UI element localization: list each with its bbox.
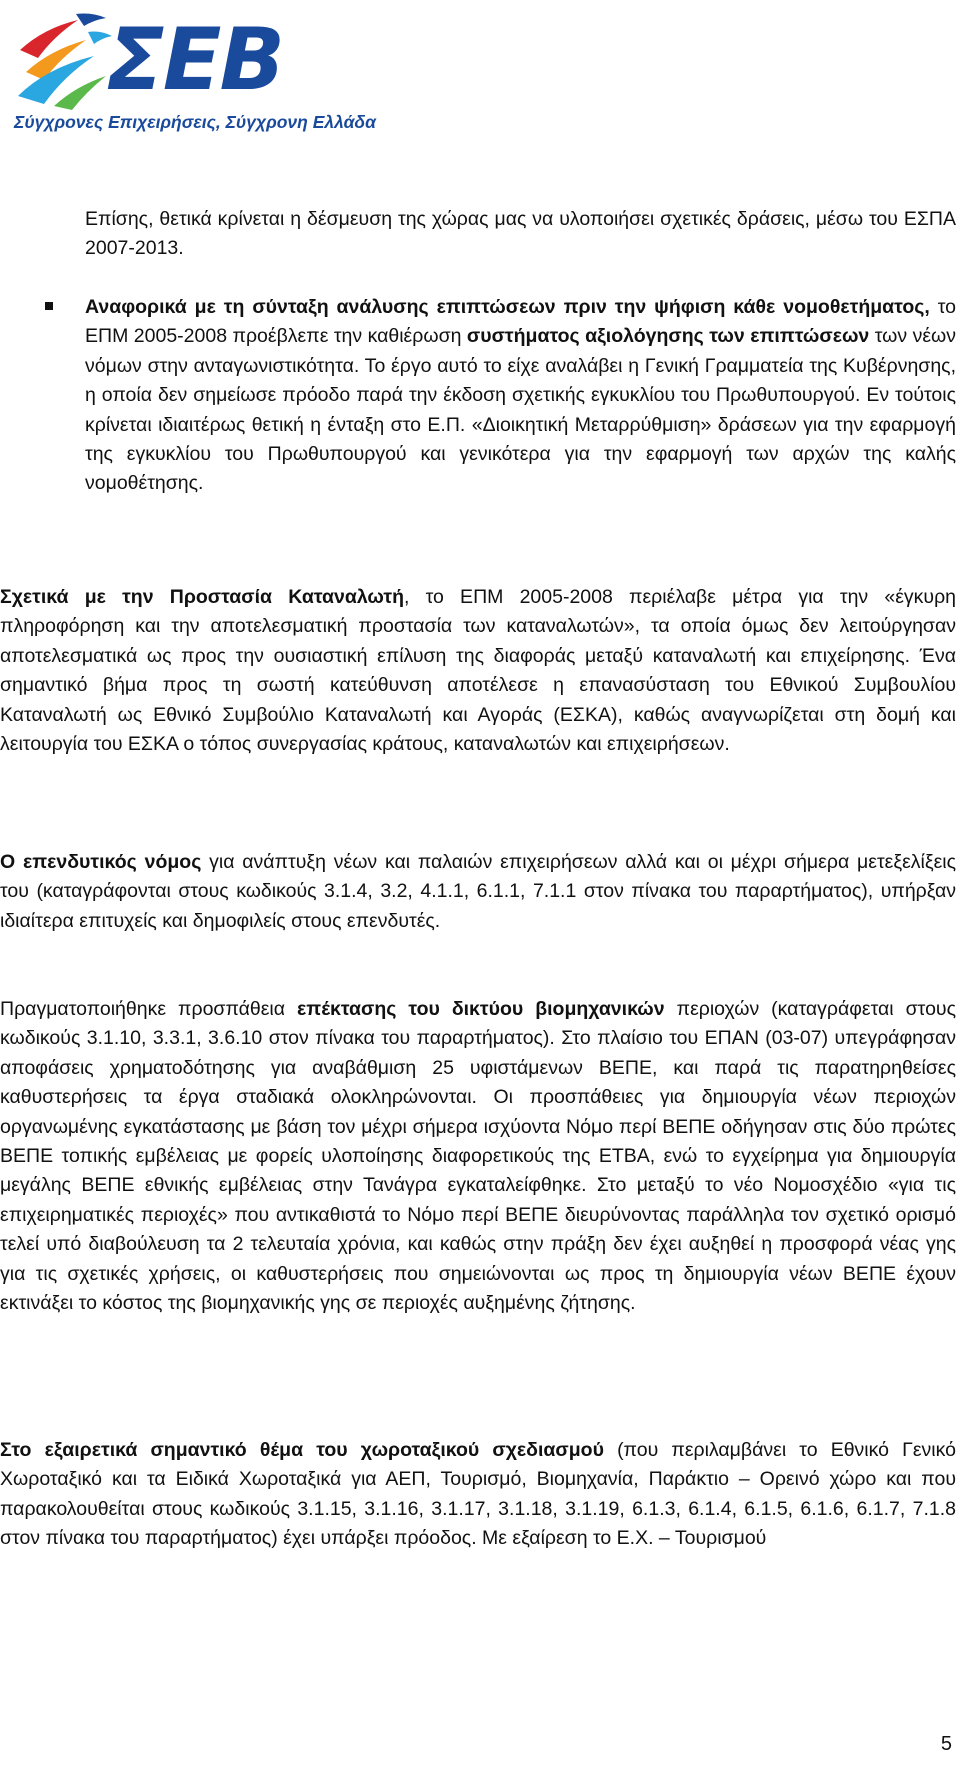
bold-impact-analysis: Αναφορικά με τη σύνταξη ανάλυσης επιπτώσεων πριν την ψήφιση κάθε νομοθετήματος, — [85, 296, 930, 318]
paragraph-industrial-areas — [0, 995, 956, 1318]
paragraph-investment-law — [0, 848, 956, 936]
text-industrial-0: Πραγματοποιήθηκε προσπάθεια — [0, 998, 298, 1020]
bold-evaluation-system: συστήματος αξιολόγησης των επιπτώσεων — [466, 325, 870, 348]
text-spatial-planning: (που περιλαμβάνει το Εθνικό Γενικό Χωροταξικό και τα Ειδικά Χωροταξικά για ΑΕΠ, Τουρισμό, Βιομηχανία, Παράκτιο – Ορεινό χώρο και που παρακολουθείται στους κωδικούς 3.1.15, 3.1.16, 3.1.17, 3.1.18, 3.1.19, 6.1.3, 6.1.4, 6.1.5, 6.1.6, 6.1.7, 7.1.8 στον πίνακα του παραρτήματος) έχει υπάρξει πρόοδος. Με εξαίρεση το Ε.Χ. – Τουρισμού — [0, 1439, 956, 1550]
bold-industrial-network: επέκτασης του δικτύου βιομηχανικών — [297, 998, 665, 1020]
text-industrial-1: περιοχών (καταγράφεται στους κωδικούς 3.1.10, 3.3.1, 3.6.10 στον πίνακα του παραρτήματος). Στο πλαίσιο του ΕΠΑΝ (03-07) υπεγράφησαν αποφάσεις χρηματοδότησης για αναβάθμιση 25 υφιστάμενων ΒΕΠΕ, και παρά τις παρατηρηθείσες καθυστερήσεις τα έργα σταδιακά ολοκληρώνονται. Οι προσπάθειες για δημιουργία νέων περιοχών οργανωμένης εγκατάστασης με βάση τον μέχρι σήμερα ισχύοντα Νόμο περί ΒΕΠΕ οδήγησαν στις δύο πρώτες ΒΕΠΕ τοπικής εμβέλειας με φορείς υλοποίησης διαφορετικούς της ΕΤΒΑ, ενώ το εγχείρημα για δημιουργία μεγάλης ΒΕΠΕ εθνικής εμβέλειας στην Τανάγρα εγκαταλείφθηκε. Στο μεταξύ το νέο Νομοσχέδιο «για τις επιχειρηματικές περιοχές» που αντικαθιστά το Νόμο περί ΒΕΠΕ διευρύνοντας παράλληλα τον σχετικό ορισμό τελεί υπό διαβούλευση τα 2 τελευταία χρόνια, και καθώς στην πράξη δεν έχει αυξηθεί η προσφορά νέας γης για τις σχετικές χρήσεις, οι καθυστερήσεις που σημειώνονται ως προς τη δημιουργία νέων ΒΕΠΕ έχουν εκτινάξει το κόστος της βιομηχανικής γης σε περιοχές αυξημένης ζήτησης. — [0, 998, 956, 1315]
logo-tagline: Σύγχρονες Επιχειρήσεις, Σύγχρονη Ελλάδα — [14, 112, 376, 132]
bullet-marker — [45, 302, 53, 310]
paragraph-spatial-planning — [0, 1436, 956, 1554]
text-impact-1: το ΕΠΜ 2005-2008 προέβλεπε την καθιέρωση — [85, 296, 956, 348]
paragraph-esp: Επίσης, θετικά κρίνεται η δέσμευση της χώρας μας να υλοποιήσει σχετικές δράσεις, μέσω του ΕΣΠΑ 2007-2013. — [85, 208, 956, 260]
logo-letters: ΣΕΒ — [106, 10, 284, 110]
text-investment-law: για ανάπτυξη νέων και παλαιών επιχειρήσεων αλλά και οι μέχρι σήμερα μετεξελίξεις του (καταγράφονται στους κωδικούς 3.1.4, 3.2, 4.1.1, 6.1.1, 7.1.1 στον πίνακα του παραρτήματος), υπήρξαν ιδιαίτερα επιτυχείς και δημοφιλείς στους επενδυτές. — [0, 851, 956, 932]
text-impact-2: των νέων νόμων στην ανταγωνιστικότητα. Το έργο αυτό το είχε αναλάβει η Γενική Γραμματεία της Κυβέρνησης, η οποία δεν σημείωσε πρόοδο παρά την έκδοση σχετικής εγκυκλίου του Πρωθυπουργού. Εν τούτοις κρίνεται ιδιαιτέρως θετική η ένταξη στο Ε.Π. «Διοικητική Μεταρρύθμιση» δράσεων για την εφαρμογή της εγκυκλίου του Πρωθυπουργού και γενικότερα για την εφαρμογή των αρχών της καλής νομοθέτησης. — [85, 325, 956, 495]
paragraph-consumer-protection — [0, 583, 956, 759]
page-number: 5 — [940, 1733, 952, 1755]
paragraph-impact-analysis — [85, 293, 956, 499]
bold-spatial-planning: Στο εξαιρετικά σημαντικό θέμα του χωροταξικού σχεδιασμού — [0, 1439, 604, 1461]
bold-investment-law: Ο επενδυτικός νόμος — [0, 851, 202, 873]
text-consumer-protection: , το ΕΠΜ 2005-2008 περιέλαβε μέτρα για την «έγκυρη πληροφόρηση και την αποτελεσματική προστασία των καταναλωτών», τα οποία όμως δεν λειτούργησαν αποτελεσματικά ως προς την ουσιαστική επίλυση της διαφοράς μεταξύ καταναλωτή και επιχείρησης. Ένα σημαντικό βήμα προς τη σωστή κατεύθυνση αποτέλεσε η επανασύσταση του Εθνικού Συμβουλίου Καταναλωτή ως Εθνικό Συμβούλιο Καταναλωτή και Αγοράς (ΕΣΚΑ), καθώς αναγνωρίζεται στη δομή και λειτουργία του ΕΣΚΑ ο τόπος συνεργασίας κράτους, καταναλωτών και επιχειρήσεων. — [0, 586, 957, 756]
bold-consumer-protection: Σχετικά με την Προστασία Καταναλωτή — [0, 586, 404, 608]
seb-logo — [14, 10, 376, 132]
